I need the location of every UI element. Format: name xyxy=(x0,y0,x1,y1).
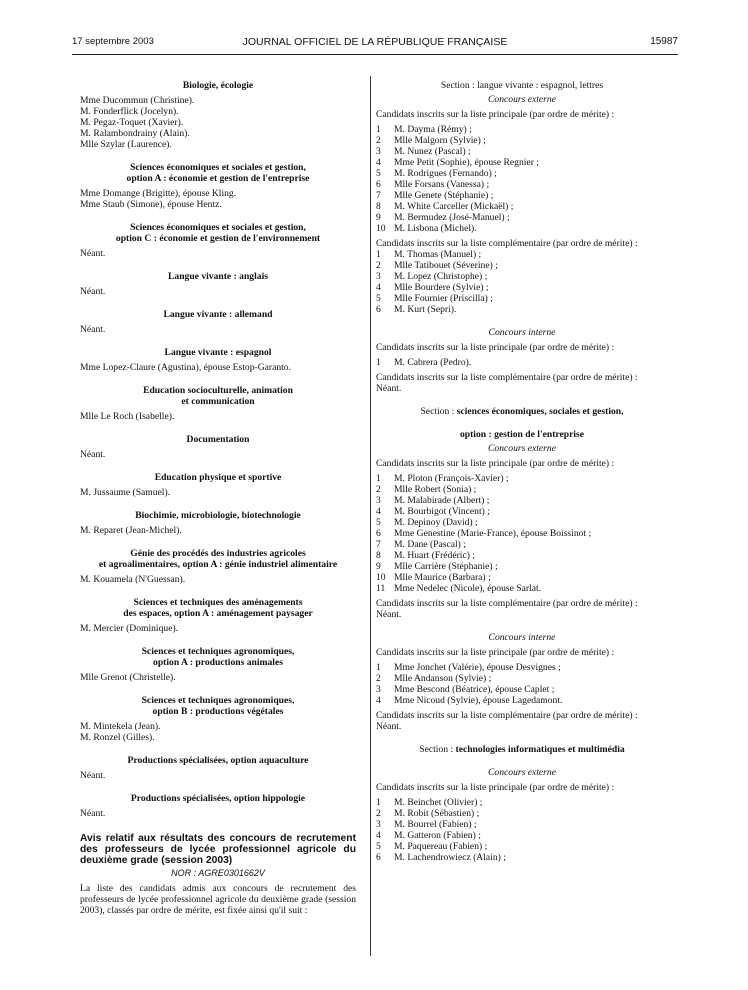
candidate-name: M. Bourbigot (Vincent) ; xyxy=(394,506,490,517)
text-line: M. Kouamela (N'Guessan). xyxy=(80,574,186,585)
rank-number: 3 xyxy=(376,495,381,506)
section-heading: et communication xyxy=(181,396,255,407)
section-heading: Biochimie, microbiologie, biotechnologie xyxy=(135,510,301,521)
list-item xyxy=(376,808,668,819)
list-item xyxy=(376,201,668,212)
candidate-name: Mme Nedelec (Nicole), épouse Sarlat. xyxy=(394,583,542,594)
list-item xyxy=(376,550,668,561)
section-heading: Langue vivante : espagnol xyxy=(164,347,272,358)
paragraph: La liste des candidats admis aux concours de recrutement des professeurs de lycée professionnel agricole du deuxième grade (session 2003), classés par ordre de mérite, est fixée ainsi qu'il suit : xyxy=(80,883,356,916)
list-item xyxy=(376,124,668,135)
rank-number: 1 xyxy=(376,124,381,135)
section-heading: Biologie, écologie xyxy=(182,80,254,91)
text-line: Mme Lopez-Claure (Agustina), épouse Estop-Garanto. xyxy=(80,362,291,373)
right-column xyxy=(376,80,668,863)
candidate-name: M. Lachendrowiecz (Alain) ; xyxy=(394,852,506,863)
candidate-name: Mme Nicoud (Sylvie), épouse Lagedamont. xyxy=(394,695,563,706)
rank-number: 10 xyxy=(376,572,386,583)
text-line: M. Jussaume (Samuel). xyxy=(80,487,171,498)
rank-number: 3 xyxy=(376,684,381,695)
candidate-name: M. Paquereau (Fabien) ; xyxy=(394,841,488,852)
list-item xyxy=(376,473,668,484)
rank-number: 7 xyxy=(376,539,381,550)
candidate-name: Mlle Bourdere (Sylvie) ; xyxy=(394,282,489,293)
list-item xyxy=(376,357,668,368)
candidate-name: M. Thomas (Manuel) ; xyxy=(394,249,482,260)
text-line: Mme Staub (Simone), épouse Hentz. xyxy=(80,199,222,210)
page-header xyxy=(72,36,678,52)
section-heading: Sciences économiques et sociales et gestion, xyxy=(130,162,306,173)
list-item xyxy=(376,212,668,223)
page-number: 15987 xyxy=(650,36,678,47)
candidate-name: M. Beinchet (Olivier) ; xyxy=(394,797,483,808)
candidate-name: M. Bermudez (José-Manuel) ; xyxy=(394,212,510,223)
text-line: M. Mercier (Dominique). xyxy=(80,623,179,634)
list-item xyxy=(376,282,668,293)
candidate-name: Mlle Carrière (Stéphanie) ; xyxy=(394,561,498,572)
list-item xyxy=(376,157,668,168)
text-line: Néant. xyxy=(376,383,402,394)
rank-number: 11 xyxy=(376,583,386,594)
list-item xyxy=(376,260,668,271)
rank-number: 3 xyxy=(376,819,381,830)
concours-label: Concours externe xyxy=(488,767,556,778)
candidate-name: Mlle Genete (Stéphanie) ; xyxy=(394,190,494,201)
section-prefix: Section : xyxy=(420,406,457,417)
list-item xyxy=(376,249,668,260)
section-prefix: Section : xyxy=(419,744,456,755)
section-heading: Education physique et sportive xyxy=(154,472,282,483)
rank-number: 3 xyxy=(376,271,381,282)
section-name: sciences économiques, sociales et gestion, xyxy=(456,406,624,417)
list-item xyxy=(376,662,668,673)
candidate-name: M. Kurt (Sepri). xyxy=(394,304,457,315)
candidate-name: Mlle Forsans (Vanessa) ; xyxy=(394,179,490,190)
section-heading: Productions spécialisées, option aquaculture xyxy=(127,755,309,766)
section-heading: option B : productions végétales xyxy=(152,706,284,717)
list-item xyxy=(376,583,668,594)
paragraph: Candidats inscrits sur la liste complémentaire (par ordre de mérite) : xyxy=(376,598,638,609)
candidate-name: M. White Carceller (Mickaël) ; xyxy=(394,201,514,212)
header-rule xyxy=(72,54,678,55)
list-item xyxy=(376,495,668,506)
text-line: Mlle Szylar (Laurence). xyxy=(80,139,172,150)
rank-number: 8 xyxy=(376,201,381,212)
section-heading xyxy=(376,744,668,755)
rank-number: 9 xyxy=(376,561,381,572)
section-heading: Sciences et techniques agronomiques, xyxy=(141,695,295,706)
text-line: Néant. xyxy=(80,770,106,781)
list-item xyxy=(376,484,668,495)
candidate-name: Mlle Robert (Sonia) ; xyxy=(394,484,477,495)
rank-number: 2 xyxy=(376,484,381,495)
section-heading: Sciences et techniques des aménagements xyxy=(133,597,303,608)
section-heading: Langue vivante : allemand xyxy=(163,309,273,320)
text-line: Mlle Le Roch (Isabelle). xyxy=(80,411,175,422)
rank-number: 3 xyxy=(376,146,381,157)
rank-number: 5 xyxy=(376,293,381,304)
candidate-name: M. Lisbona (Michel). xyxy=(394,223,477,234)
candidate-name: Mlle Maurice (Barbara) ; xyxy=(394,572,491,583)
candidate-name: M. Cabrera (Pedro). xyxy=(394,357,472,368)
candidate-name: Mme Bescond (Béatrice), épouse Caplet ; xyxy=(394,684,555,695)
rank-number: 1 xyxy=(376,473,381,484)
rank-number: 1 xyxy=(376,249,381,260)
section-heading: et agroalimentaires, option A : génie industriel alimentaire xyxy=(98,559,338,570)
rank-number: 1 xyxy=(376,797,381,808)
candidate-name: Mlle Tatibouet (Séverine) ; xyxy=(394,260,498,271)
candidate-name: M. Huart (Frédéric) ; xyxy=(394,550,475,561)
section-heading: option : gestion de l'entreprise xyxy=(459,429,584,440)
text-line: Néant. xyxy=(376,609,402,620)
text-line: Candidats inscrits sur la liste principale (par ordre de mérite) : xyxy=(376,782,615,793)
list-item xyxy=(376,528,668,539)
section-heading: Génie des procédés des industries agricoles xyxy=(130,548,306,559)
candidate-name: M. Rodrigues (Fernando) ; xyxy=(394,168,497,179)
candidate-name: M. Depinoy (David) ; xyxy=(394,517,478,528)
section-heading: des espaces, option A : aménagement paysager xyxy=(123,608,313,619)
section-heading: Sciences économiques et sociales et gestion, xyxy=(130,222,306,233)
rank-number: 6 xyxy=(376,304,381,315)
rank-number: 2 xyxy=(376,808,381,819)
text-line: Candidats inscrits sur la liste principale (par ordre de mérite) : xyxy=(376,647,615,658)
candidate-name: M. Gatteron (Fabien) ; xyxy=(394,830,481,841)
section-name: technologies informatiques et multimédia xyxy=(455,744,625,755)
concours-label: Concours externe xyxy=(488,443,556,454)
candidate-name: M. Lopez (Christophe) ; xyxy=(394,271,488,282)
list-item xyxy=(376,517,668,528)
rank-number: 9 xyxy=(376,212,381,223)
list-item xyxy=(376,146,668,157)
candidate-name: Mme Jonchet (Valérie), épouse Desvignes ; xyxy=(394,662,561,673)
candidate-name: Mme Petit (Sophie), épouse Regnier ; xyxy=(394,157,539,168)
rank-number: 2 xyxy=(376,135,381,146)
list-item xyxy=(376,572,668,583)
candidate-name: M. Malabirade (Albert) ; xyxy=(394,495,490,506)
concours-label: Concours interne xyxy=(488,632,556,643)
list-item xyxy=(376,293,668,304)
rank-number: 7 xyxy=(376,190,381,201)
text-line: Mme Domange (Brigitte), épouse Kling. xyxy=(80,188,237,199)
list-item xyxy=(376,179,668,190)
text-line: Néant. xyxy=(80,449,106,460)
journal-title: JOURNAL OFFICIEL DE LA RÉPUBLIQUE FRANÇAISE xyxy=(242,36,508,48)
list-item xyxy=(376,841,668,852)
rank-number: 2 xyxy=(376,673,381,684)
candidate-name: Mlle Malgorn (Sylvie) ; xyxy=(394,135,486,146)
section-heading: Education socioculturelle, animation xyxy=(143,385,293,396)
list-item xyxy=(376,271,668,282)
paragraph: Candidats inscrits sur la liste complémentaire (par ordre de mérite) : xyxy=(376,372,638,383)
list-item xyxy=(376,852,668,863)
paragraph: Candidats inscrits sur la liste complémentaire (par ordre de mérite) : xyxy=(376,710,638,721)
concours-label: Concours externe xyxy=(488,94,556,105)
list-item xyxy=(376,797,668,808)
text-line: M. Reparet (Jean-Michel). xyxy=(80,525,182,536)
candidate-name: Mlle Andanson (Sylvie) ; xyxy=(394,673,492,684)
candidate-name: M. Ploton (François-Xavier) ; xyxy=(394,473,509,484)
list-item xyxy=(376,830,668,841)
candidate-name: Mlle Fournier (Priscilla) ; xyxy=(394,293,493,304)
text-line: M. Mintekela (Jean). xyxy=(80,721,161,732)
text-line: Néant. xyxy=(80,324,106,335)
rank-number: 6 xyxy=(376,179,381,190)
rank-number: 4 xyxy=(376,157,381,168)
rank-number: 4 xyxy=(376,830,381,841)
notice-title: Avis relatif aux résultats des concours de recrutement des professeurs de lycée professionnel agricole du deuxième grade (session 2003) xyxy=(80,833,356,866)
text-line: Candidats inscrits sur la liste principale (par ordre de mérite) : xyxy=(376,109,615,120)
candidate-name: M. Nunez (Pascal) ; xyxy=(394,146,471,157)
rank-number: 4 xyxy=(376,695,381,706)
list-item xyxy=(376,135,668,146)
list-item xyxy=(376,190,668,201)
rank-number: 1 xyxy=(376,357,381,368)
section-heading: Documentation xyxy=(186,434,250,445)
header-date: 17 septembre 2003 xyxy=(72,36,154,47)
candidate-name: M. Bourrel (Fabien) ; xyxy=(394,819,477,830)
list-item xyxy=(376,819,668,830)
left-column xyxy=(80,80,356,916)
rank-number: 1 xyxy=(376,662,381,673)
candidate-name: M. Dayma (Rémy) ; xyxy=(394,124,472,135)
list-item xyxy=(376,561,668,572)
text-line: Néant. xyxy=(80,808,106,819)
concours-label: Concours interne xyxy=(488,327,556,338)
section-heading: Sciences et techniques agronomiques, xyxy=(141,646,295,657)
nor-reference: NOR : AGRE0301662V xyxy=(171,868,265,878)
section-heading: option C : économie et gestion de l'environnement xyxy=(115,233,321,244)
section-heading: option A : économie et gestion de l'entreprise xyxy=(126,173,310,184)
text-line: Néant. xyxy=(80,248,106,259)
text-line: Mme Ducommun (Christine). xyxy=(80,95,195,106)
text-line: Néant. xyxy=(376,721,402,732)
rank-number: 6 xyxy=(376,852,381,863)
rank-number: 10 xyxy=(376,223,386,234)
list-item xyxy=(376,506,668,517)
rank-number: 5 xyxy=(376,841,381,852)
rank-number: 2 xyxy=(376,260,381,271)
section-heading xyxy=(376,406,668,417)
text-line: Mlle Grenot (Christelle). xyxy=(80,672,176,683)
rank-number: 4 xyxy=(376,506,381,517)
column-divider xyxy=(370,76,371,956)
rank-number: 6 xyxy=(376,528,381,539)
candidate-name: Mme Genestine (Marie-France), épouse Boissinot ; xyxy=(394,528,592,539)
text-line: Candidats inscrits sur la liste principale (par ordre de mérite) : xyxy=(376,458,615,469)
section-heading: Langue vivante : anglais xyxy=(168,271,268,282)
list-item xyxy=(376,223,668,234)
list-item xyxy=(376,695,668,706)
text-line: M. Ronzel (Gilles). xyxy=(80,732,155,743)
text-line: M. Pegaz-Toquet (Xavier). xyxy=(80,117,184,128)
list-item xyxy=(376,673,668,684)
text-line: M. Fonderflick (Jocelyn). xyxy=(80,106,179,117)
rank-number: 5 xyxy=(376,168,381,179)
rank-number: 8 xyxy=(376,550,381,561)
list-item xyxy=(376,539,668,550)
section-heading: option A : productions animales xyxy=(153,657,283,668)
paragraph: Candidats inscrits sur la liste complémentaire (par ordre de mérite) : xyxy=(376,238,638,249)
text-line: M. Ralambondrainy (Alain). xyxy=(80,128,190,139)
text-line: Candidats inscrits sur la liste principale (par ordre de mérite) : xyxy=(376,342,615,353)
list-item xyxy=(376,168,668,179)
rank-number: 5 xyxy=(376,517,381,528)
text-line: Néant. xyxy=(80,286,106,297)
list-item xyxy=(376,684,668,695)
section-heading: Productions spécialisées, option hippologie xyxy=(130,793,306,804)
section-heading: Section : langue vivante : espagnol, lettres xyxy=(440,80,604,91)
list-item xyxy=(376,304,668,315)
rank-number: 4 xyxy=(376,282,381,293)
candidate-name: M. Dane (Pascal) ; xyxy=(394,539,466,550)
candidate-name: M. Robit (Sébastien) ; xyxy=(394,808,480,819)
